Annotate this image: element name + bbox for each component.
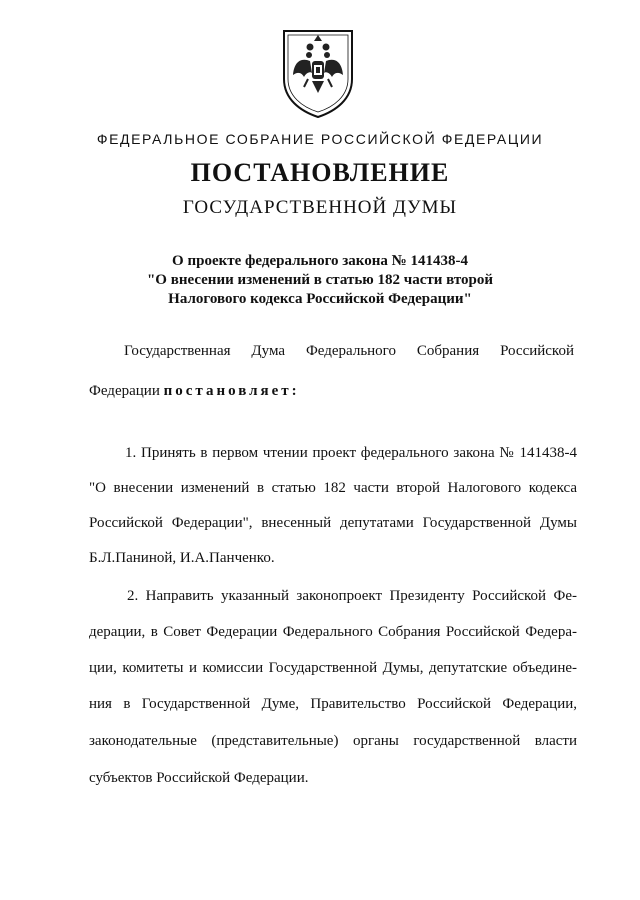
heading-line: Налогового кодекса Российской Федерации": [168, 291, 472, 307]
item2-line: дерации, в Совет Федерации Федерального Собрания Российской Федера-: [89, 624, 577, 640]
item1-line: Б.Л.Паниной, И.А.Панченко.: [89, 550, 275, 566]
item2-line: 2. Направить указанный законопроект Президенту Российской Фе-: [127, 588, 577, 604]
item1-line: 1. Принять в первом чтении проект федерального закона № 141438-4: [125, 445, 577, 461]
item2-line: ции, комитеты и комиссии Государственной Думы, депутатские объедине-: [89, 660, 577, 676]
heading-line: О проекте федерального закона № 141438-4: [172, 253, 468, 269]
item1-line: "О внесении изменений в статью 182 части второй Налогового кодекса: [89, 480, 577, 496]
item2-line: законодательные (представительные) органы государственной власти: [89, 733, 577, 749]
item2-line: субъектов Российской Федерации.: [89, 770, 309, 786]
document-title: ПОСТАНОВЛЕНИЕ: [190, 158, 450, 187]
assembly-name: ФЕДЕРАЛЬНОЕ СОБРАНИЕ РОССИЙСКОЙ ФЕДЕРАЦИИ: [96, 131, 544, 147]
resolution-verb: постановляет:: [163, 383, 300, 399]
document-heading: [0, 252, 640, 309]
item2-line: ния в Государственной Думе, Правительство Российской Федерации,: [89, 696, 577, 712]
document-subtitle: ГОСУДАРСТВЕННОЙ ДУМЫ: [182, 197, 458, 218]
preamble-line: Государственная Дума Федерального Собрания Российской: [124, 343, 574, 359]
preamble-line: [89, 383, 300, 400]
preamble-text: Федерации: [89, 383, 164, 399]
state-emblem-icon: [280, 27, 356, 119]
heading-line: "О внесении изменений в статью 182 части второй: [146, 272, 493, 288]
item1-line: Российской Федерации", внесенный депутатами Государственной Думы: [89, 515, 577, 531]
